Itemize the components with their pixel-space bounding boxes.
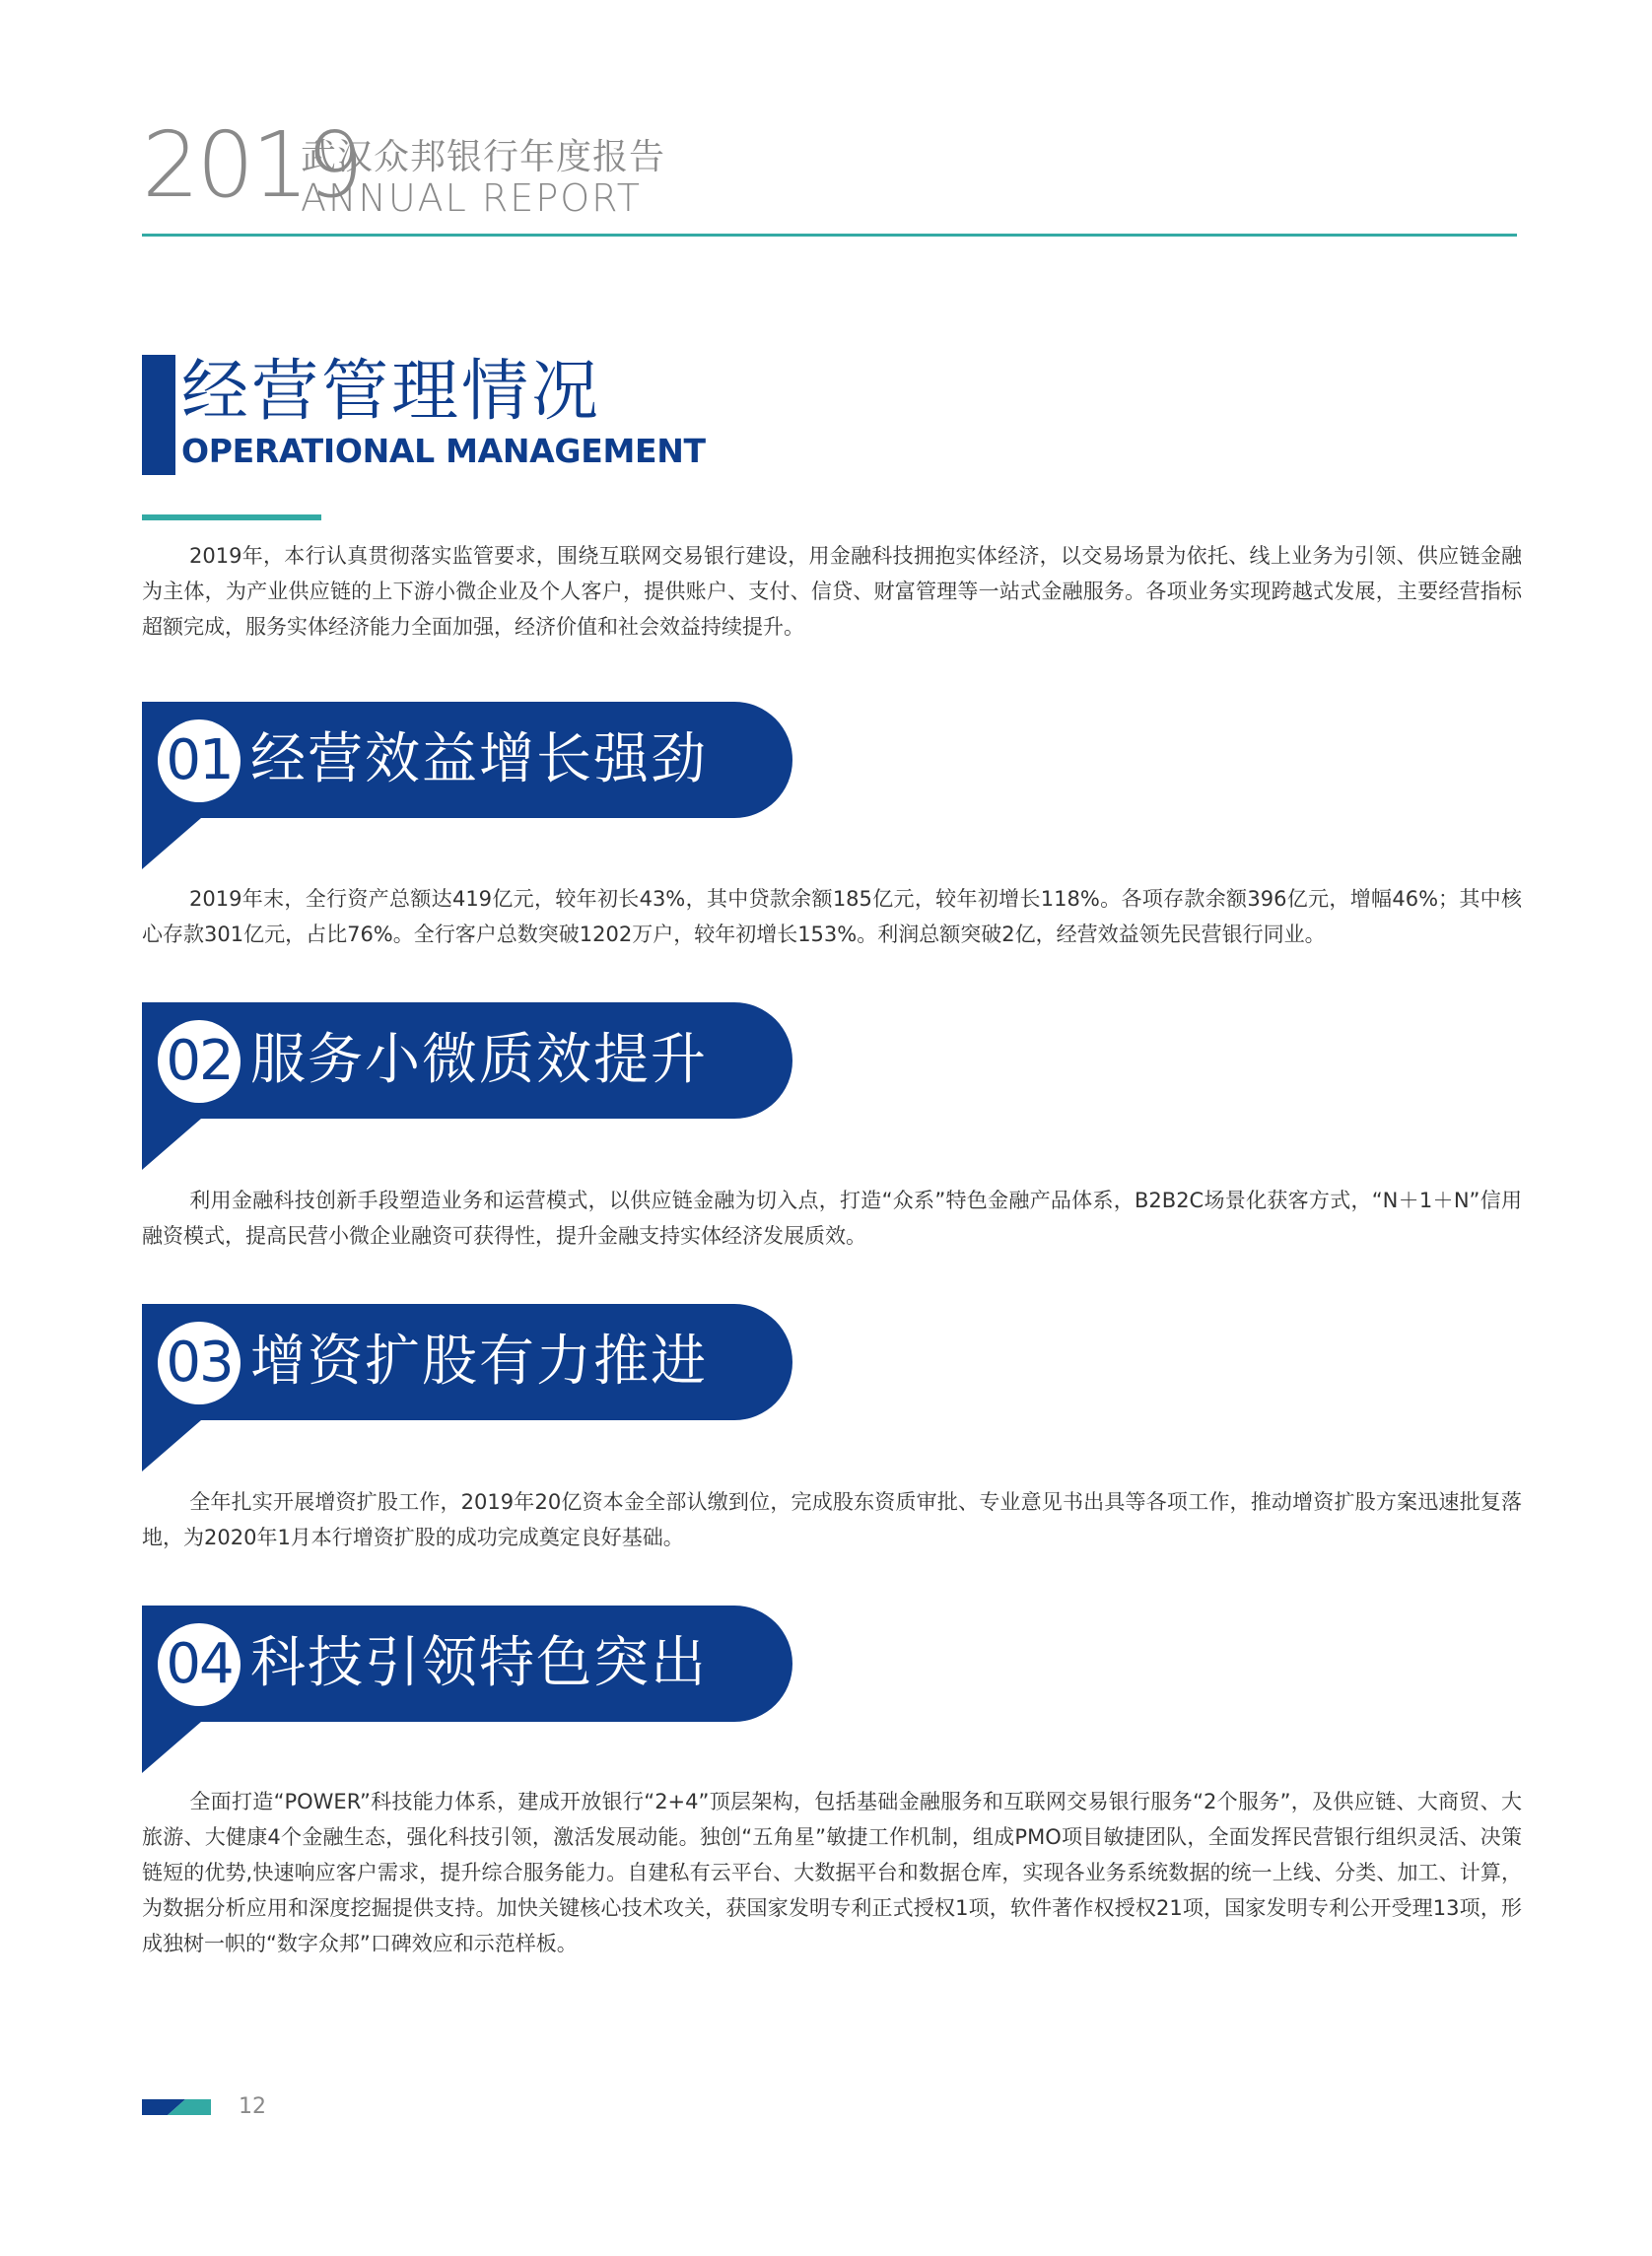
item-ribbon-02 bbox=[142, 1002, 792, 1150]
ribbon-fold bbox=[142, 1406, 201, 1475]
section-title-en: OPERATIONAL MANAGEMENT bbox=[181, 432, 706, 470]
section-title-cn: 经营管理情况 bbox=[181, 353, 602, 431]
item-text: 全面打造“POWER”科技能力体系，建成开放银行“2+4”顶层架构，包括基础金融服务和互联网交易银行服务“2个服务”，及供应链、大商贸、大旅游、大健康4个金融生态，强化科技引领，激活发展动能。独创“五角星”敏捷工作机制，组成PMO项目敏捷团队，全面发挥民营银行组织灵活、决策链短的优势,快速响应客户需求，提升综合服务能力。自建私有云平台、大数据平台和数据仓库，实现各业务系统数据的统一上线、分类、加工、计算，为数据分析应用和深度挖掘提供支持。加快关键核心技术攻关，获国家发明专利正式授权1项，软件著作权授权21项，国家发明专利公开受理13项，形成独树一帜的“数字众邦”口碑效应和示范样板。 bbox=[142, 1790, 1522, 1955]
ribbon-title: 增资扩股有力推进 bbox=[250, 1330, 708, 1394]
item-ribbon-03 bbox=[142, 1304, 792, 1452]
ribbon-number: 02 bbox=[166, 1029, 233, 1093]
item-text: 2019年末，全行资产总额达419亿元，较年初长43%，其中贷款余额185亿元，较年初增长118%。各项存款余额396亿元，增幅46%；其中核心存款301亿元，占比76%。全行客户总数突破1202万户，较年初增长153%。利润总额突破2亿，经营效益领先民营银行同业。 bbox=[142, 887, 1522, 946]
ribbon-title: 经营效益增长强劲 bbox=[250, 727, 708, 791]
header-divider bbox=[142, 234, 1517, 237]
page-number: 12 bbox=[239, 2094, 266, 2119]
item-paragraph-03 bbox=[142, 1484, 1522, 1555]
item-ribbon-01 bbox=[142, 702, 792, 850]
section-accent-bar bbox=[142, 355, 175, 475]
ribbon-title: 科技引领特色突出 bbox=[250, 1631, 708, 1695]
item-ribbon-04 bbox=[142, 1606, 792, 1753]
intro-paragraph bbox=[142, 538, 1522, 645]
ribbon-title: 服务小微质效提升 bbox=[250, 1028, 708, 1092]
report-year: 2019 bbox=[142, 112, 362, 218]
ribbon-fold bbox=[142, 804, 201, 873]
ribbon-number: 04 bbox=[166, 1632, 233, 1696]
item-paragraph-02 bbox=[142, 1183, 1522, 1254]
ribbon-number: 01 bbox=[166, 728, 233, 792]
footer-mark bbox=[142, 2099, 211, 2115]
item-text: 利用金融科技创新手段塑造业务和运营模式，以供应链金融为切入点，打造“众系”特色金融产品体系，B2B2C场景化获客方式，“N＋1＋N”信用融资模式，提高民营小微企业融资可获得性，提升金融支持实体经济发展质效。 bbox=[142, 1189, 1522, 1248]
item-paragraph-04 bbox=[142, 1784, 1522, 1961]
intro-text: 2019年，本行认真贯彻落实监管要求，围绕互联网交易银行建设，用金融科技拥抱实体经济，以交易场景为依托、线上业务为引领、供应链金融为主体，为产业供应链的上下游小微企业及个人客户，提供账户、支付、信贷、财富管理等一站式金融服务。各项业务实现跨越式发展，主要经营指标超额完成，服务实体经济能力全面加强，经济价值和社会效益持续提升。 bbox=[142, 544, 1522, 639]
item-paragraph-01 bbox=[142, 881, 1522, 952]
section-underline bbox=[142, 514, 321, 520]
ribbon-number: 03 bbox=[166, 1331, 233, 1395]
ribbon-fold bbox=[142, 1105, 201, 1174]
report-title-cn: 武汉众邦银行年度报告 bbox=[301, 137, 666, 177]
ribbon-fold bbox=[142, 1708, 201, 1777]
item-text: 全年扎实开展增资扩股工作，2019年20亿资本金全部认缴到位，完成股东资质审批、专业意见书出具等各项工作，推动增资扩股方案迅速批复落地，为2020年1月本行增资扩股的成功完成奠定良好基础。 bbox=[142, 1490, 1522, 1549]
report-title-en: ANNUAL REPORT bbox=[301, 176, 642, 220]
